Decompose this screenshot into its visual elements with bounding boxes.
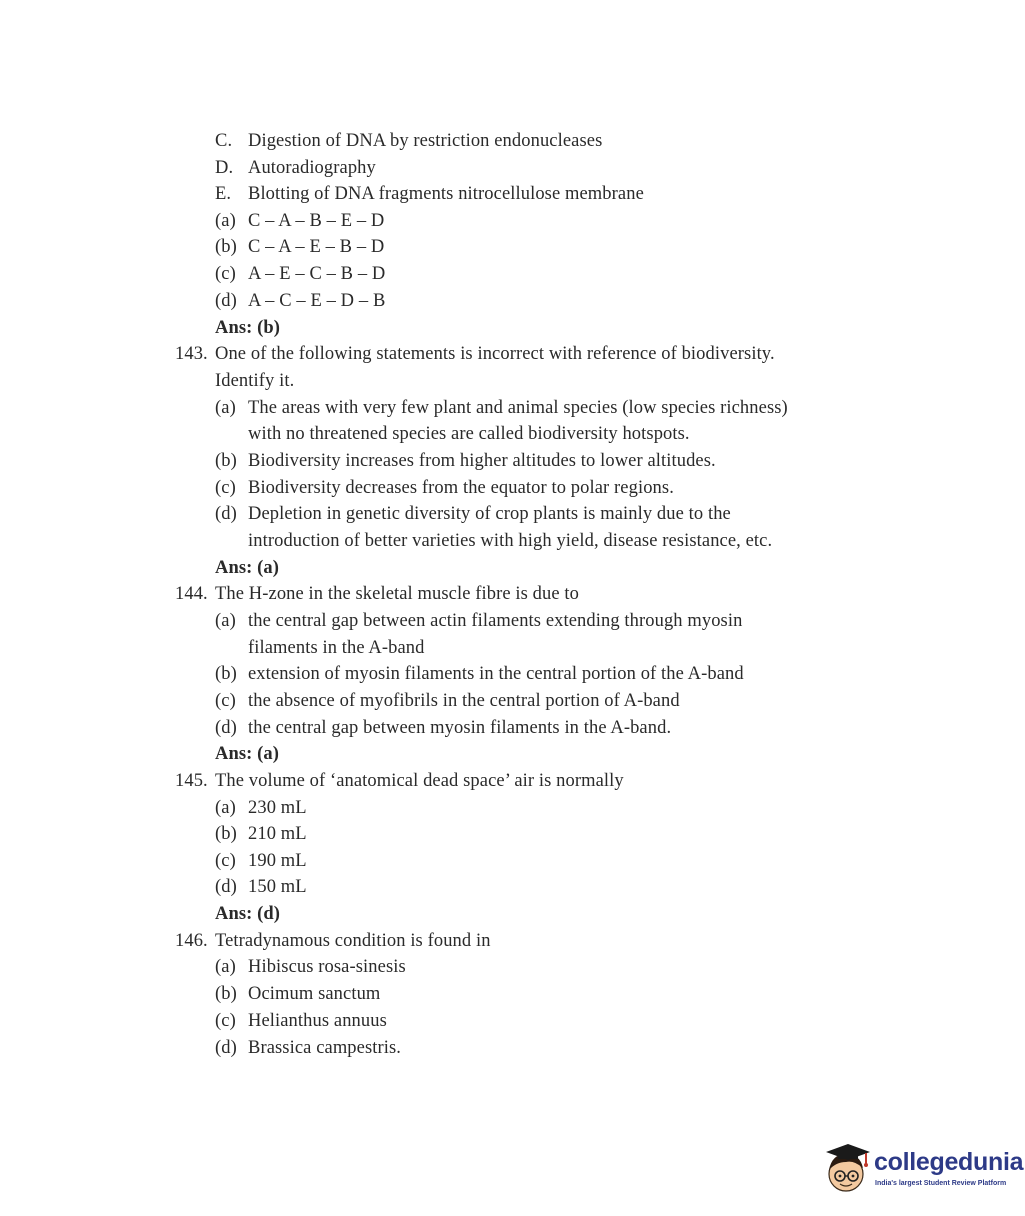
collegedunia-logo (824, 1138, 1024, 1198)
q145-option-a: (a) 230 mL (215, 798, 307, 818)
q143-option-b: (b) Biodiversity increases from higher altitudes to lower altitudes. (215, 451, 716, 471)
q142-option-b: (b) C – A – E – B – D (215, 237, 385, 257)
q143-option-d-cont: introduction of better varieties with high yield, disease resistance, etc. (248, 531, 773, 551)
q143-option-c: (c) Biodiversity decreases from the equator to polar regions. (215, 478, 674, 498)
q145-option-d: (d) 150 mL (215, 877, 307, 897)
q143-option-a: (a) The areas with very few plant and animal species (low species richness) (215, 398, 788, 418)
q145-answer: Ans: (d) (215, 904, 281, 924)
q144-option-a: (a) the central gap between actin filaments extending through myosin (215, 611, 743, 631)
q142-option-c: (c) A – E – C – B – D (215, 264, 386, 284)
q146-stem: 146. Tetradynamous condition is found in (175, 931, 491, 951)
student-mascot-icon (824, 1138, 872, 1198)
q144-option-b: (b) extension of myosin filaments in the central portion of the A-band (215, 664, 744, 684)
q142-item-d: D. Autoradiography (215, 158, 376, 178)
q145-option-b: (b) 210 mL (215, 824, 307, 844)
logo-wordmark: collegedunia (874, 1148, 1024, 1176)
q143-option-a-cont: with no threatened species are called biodiversity hotspots. (248, 424, 690, 444)
q143-answer: Ans: (a) (215, 558, 280, 578)
q146-option-b: (b) Ocimum sanctum (215, 984, 381, 1004)
q146-option-c: (c) Helianthus annuus (215, 1011, 387, 1031)
q145-option-c: (c) 190 mL (215, 851, 307, 871)
q146-option-d: (d) Brassica campestris. (215, 1038, 402, 1058)
q143-stem-cont: Identify it. (215, 371, 295, 391)
q142-option-d: (d) A – C – E – D – B (215, 291, 386, 311)
q144-stem: 144. The H-zone in the skeletal muscle fibre is due to (175, 584, 579, 604)
q142-answer: Ans: (b) (215, 318, 281, 338)
q144-option-a-cont: filaments in the A-band (248, 638, 425, 658)
q144-option-d: (d) the central gap between myosin filaments in the A-band. (215, 718, 672, 738)
q144-answer: Ans: (a) (215, 744, 280, 764)
q143-stem: 143. One of the following statements is incorrect with reference of biodiversity. (175, 344, 775, 364)
q145-stem: 145. The volume of ‘anatomical dead space’ air is normally (175, 771, 624, 791)
q143-option-d: (d) Depletion in genetic diversity of crop plants is mainly due to the (215, 504, 731, 524)
q142-item-e: E. Blotting of DNA fragments nitrocellulose membrane (215, 184, 644, 204)
q142-option-a: (a) C – A – B – E – D (215, 211, 385, 231)
q146-option-a: (a) Hibiscus rosa-sinesis (215, 957, 406, 977)
q144-option-c: (c) the absence of myofibrils in the central portion of A-band (215, 691, 680, 711)
q142-item-c: C. Digestion of DNA by restriction endonucleases (215, 131, 603, 151)
logo-tagline: India's largest Student Review Platform (875, 1180, 1007, 1187)
